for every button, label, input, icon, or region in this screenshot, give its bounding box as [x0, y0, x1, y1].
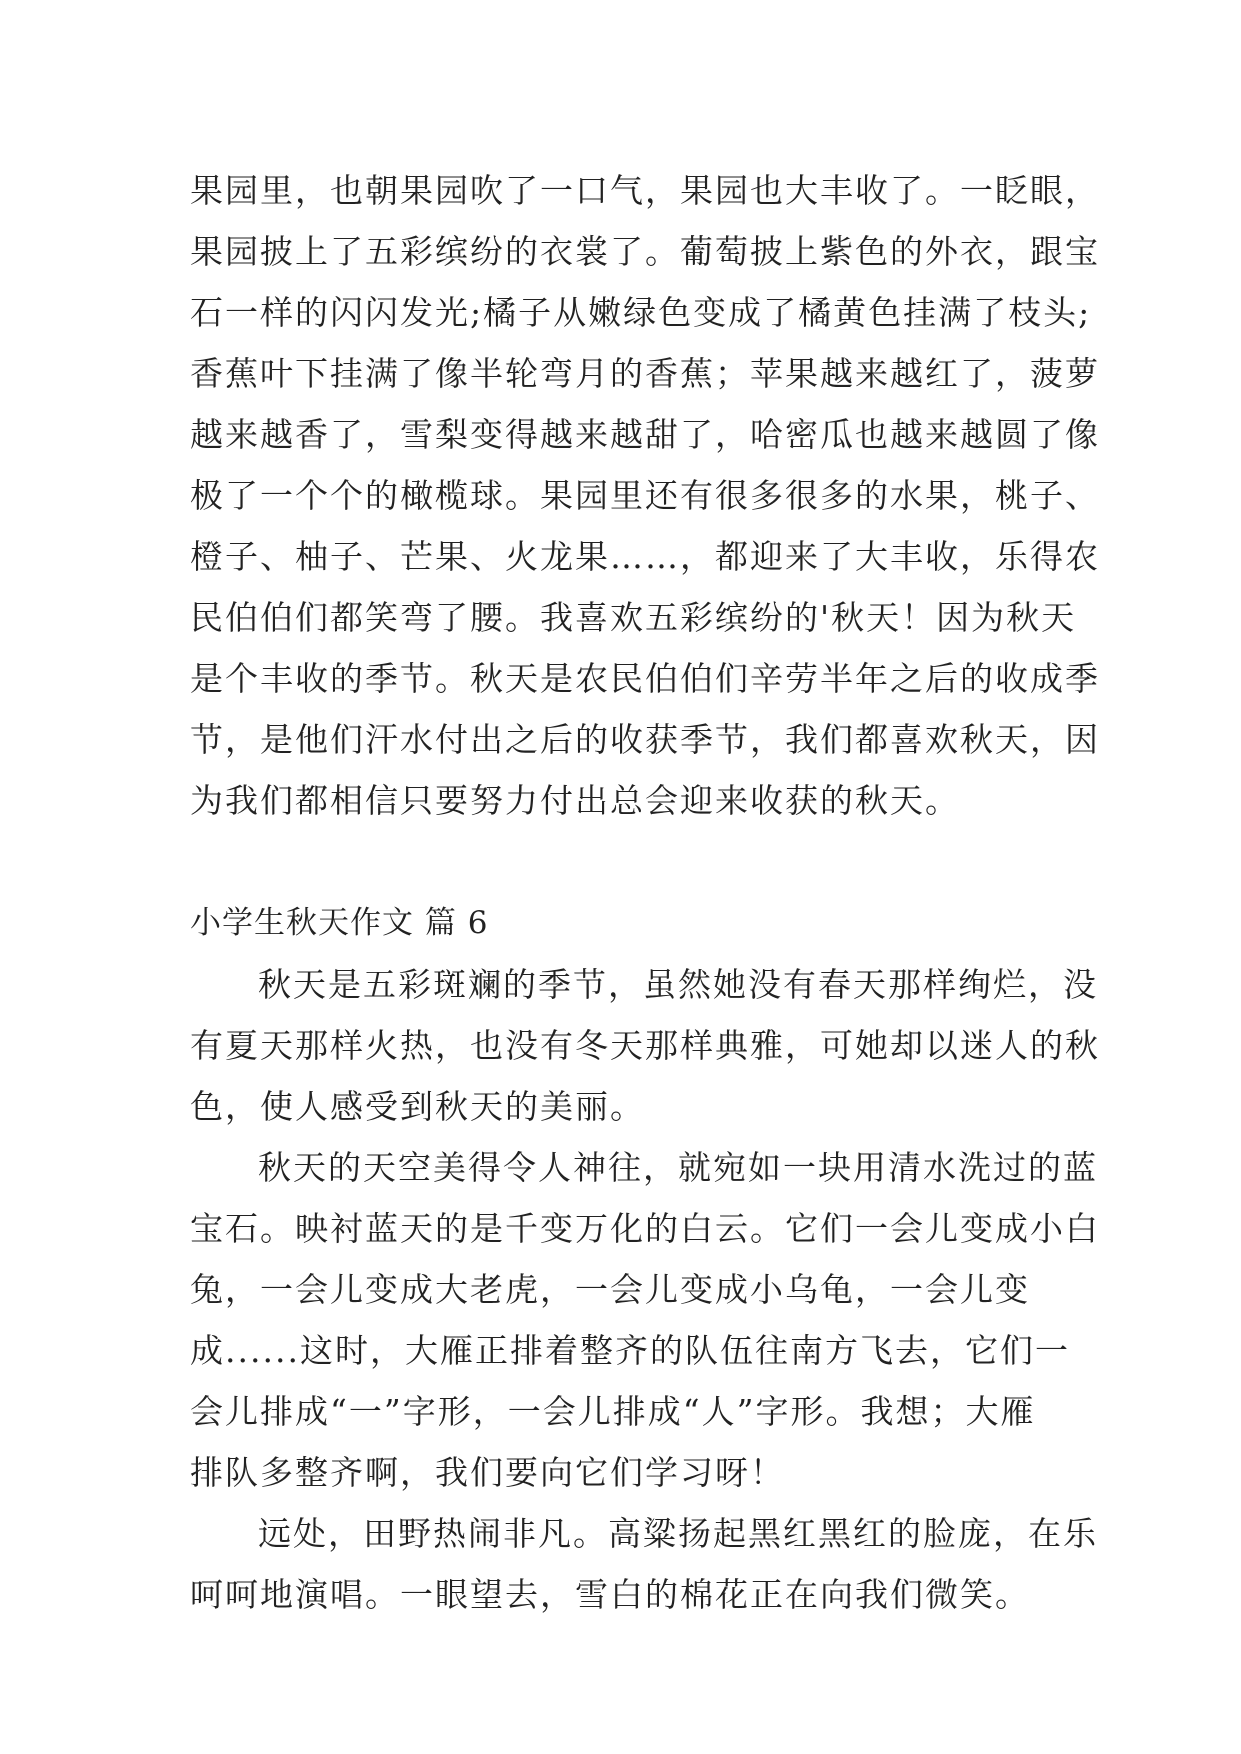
text-line: 秋天的天空美得令人神往，就宛如一块用清水洗过的蓝 — [258, 1148, 1098, 1187]
section-heading: 小学生秋天作文 篇 6 — [190, 905, 489, 941]
paragraph-2 — [190, 1137, 1100, 1503]
text-line: 有夏天那样火热，也没有冬天那样典雅，可她却以迷人的秋 — [190, 1026, 1100, 1065]
text-line: 秋天是五彩斑斓的季节，虽然她没有春天那样绚烂，没 — [258, 965, 1098, 1004]
paragraph-3 — [190, 1503, 1098, 1625]
text-line: 排队多整齐啊，我们要向它们学习呀！ — [190, 1453, 785, 1492]
text-line: 色，使人感受到秋天的美丽。 — [190, 1087, 645, 1126]
text-line: 果园披上了五彩缤纷的衣裳了。葡萄披上紫色的外衣，跟宝 — [190, 232, 1100, 271]
document-page — [190, 160, 1100, 1625]
text-line: 为我们都相信只要努力付出总会迎来收获的秋天。 — [190, 781, 960, 820]
paragraph-continued — [190, 160, 1100, 831]
text-line: 石一样的闪闪发光;橘子从嫩绿色变成了橘黄色挂满了枝头; — [190, 293, 1092, 332]
text-line: 宝石。映衬蓝天的是千变万化的白云。它们一会儿变成小白 — [190, 1209, 1100, 1248]
text-line: 呵呵地演唱。一眼望去，雪白的棉花正在向我们微笑。 — [190, 1575, 1030, 1614]
section-gap — [190, 831, 1070, 893]
paragraph-1 — [190, 954, 1100, 1137]
text-line: 成......这时，大雁正排着整齐的队伍往南方飞去，它们一 — [190, 1331, 1070, 1370]
text-line: 会儿排成“一”字形，一会儿排成“人”字形。我想；大雁 — [190, 1392, 1036, 1431]
text-line: 节，是他们汗水付出之后的收获季节，我们都喜欢秋天，因 — [190, 720, 1100, 759]
text-line: 是个丰收的季节。秋天是农民伯伯们辛劳半年之后的收成季 — [190, 659, 1100, 698]
text-line: 越来越香了，雪梨变得越来越甜了，哈密瓜也越来越圆了像 — [190, 415, 1100, 454]
text-line: 果园里，也朝果园吹了一口气，果园也大丰收了。一眨眼， — [190, 171, 1100, 210]
text-line: 香蕉叶下挂满了像半轮弯月的香蕉；苹果越来越红了，菠萝 — [190, 354, 1100, 393]
text-line: 远处，田野热闹非凡。高粱扬起黑红黑红的脸庞，在乐 — [258, 1514, 1098, 1553]
text-line: 兔，一会儿变成大老虎，一会儿变成小乌龟，一会儿变 — [190, 1270, 1030, 1309]
text-line: 橙子、柚子、芒果、火龙果……，都迎来了大丰收，乐得农 — [190, 537, 1100, 576]
text-line: 民伯伯们都笑弯了腰。我喜欢五彩缤纷的'秋天！因为秋天 — [190, 598, 1077, 637]
text-line: 极了一个个的橄榄球。果园里还有很多很多的水果，桃子、 — [190, 476, 1100, 515]
